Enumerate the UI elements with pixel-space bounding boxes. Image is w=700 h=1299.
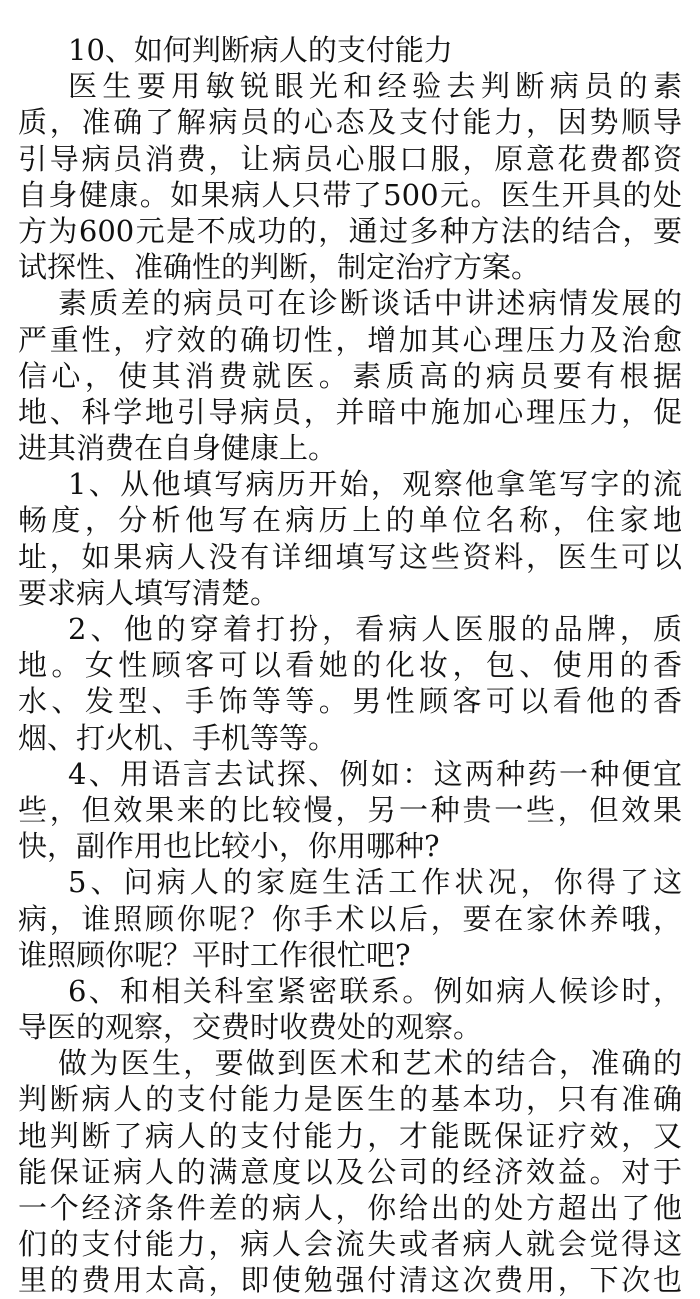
- text-line: 畅度，分析他写在病历上的单位名称，住家地: [18, 503, 682, 538]
- text-line: 谁照顾你呢？平时工作很忙吧?: [18, 937, 411, 972]
- text-line: 引导病员消费，让病员心服口服，原意花费都资: [18, 141, 682, 176]
- text-line: 自身健康。如果病人只带了500元。医生开具的处: [18, 177, 682, 212]
- section-heading: 10、如何判断病人的支付能力: [68, 33, 453, 67]
- text-line: 5、问病人的家庭生活工作状况，你得了这: [68, 865, 682, 900]
- text-line: 方为600元是不成功的，通过多种方法的结合，要: [18, 213, 682, 248]
- text-line: 导医的观察，交费时收费处的观察。: [18, 1010, 483, 1045]
- text-line: 素质差的病员可在诊断谈话中讲述病情发展的: [58, 286, 682, 321]
- text-line: 进其消费在自身健康上。: [18, 431, 338, 466]
- text-line: 4、用语言去试探、例如：这两种药一种便宜: [68, 756, 682, 791]
- text-line: 能保证病人的满意度以及公司的经济效益。对于: [18, 1154, 682, 1189]
- text-line: 地判断了病人的支付能力，才能既保证疗效，又: [18, 1118, 682, 1153]
- text-line: 些，但效果来的比较慢，另一种贵一些，但效果: [18, 792, 682, 827]
- text-line: 一个经济条件差的病人，你给出的处方超出了他: [18, 1191, 682, 1225]
- text-line: 1、从他填写病历开始，观察他拿笔写字的流: [68, 467, 682, 502]
- text-line: 病，谁照顾你呢？你手术以后，要在家休养哦，: [18, 901, 682, 936]
- text-line: 严重性，疗效的确切性，增加其心理压力及治愈: [18, 322, 682, 357]
- text-line: 做为医生，要做到医术和艺术的结合，准确的: [58, 1046, 682, 1081]
- text-line: 要求病人填写清楚。: [18, 575, 280, 610]
- text-line: 质，准确了解病员的心态及支付能力，因势顺导: [18, 105, 682, 140]
- text-line: 信心，使其消费就医。素质高的病员要有根据: [18, 358, 682, 393]
- text-line: 址，如果病人没有详细填写这些资料，医生可以: [18, 539, 682, 574]
- text-line: 医生要用敏锐眼光和经验去判断病员的素: [68, 69, 682, 104]
- text-line: 们的支付能力，病人会流失或者病人就会觉得这: [18, 1227, 682, 1262]
- document-body: [18, 32, 682, 1299]
- text-line: 试探性、准确性的判断，制定治疗方案。: [18, 250, 541, 285]
- text-line: 2、他的穿着打扮，看病人医服的品牌，质: [68, 612, 682, 646]
- text-line: 烟、打火机、手机等等。: [18, 720, 338, 755]
- text-line: 里的费用太高，即使勉强付清这次费用，下次也: [18, 1263, 682, 1298]
- text-line: 地、科学地引导病员，并暗中施加心理压力，促: [18, 394, 682, 429]
- text-line: 地。女性顾客可以看她的化妆，包、使用的香: [18, 648, 682, 683]
- text-line: 水、发型、手饰等等。男性顾客可以看他的香: [18, 684, 682, 719]
- text-line: 6、和相关科室紧密联系。例如病人候诊时，: [68, 973, 682, 1008]
- text-line: 判断病人的支付能力是医生的基本功，只有准确: [18, 1082, 682, 1117]
- text-line: 快，副作用也比较小，你用哪种?: [18, 829, 440, 864]
